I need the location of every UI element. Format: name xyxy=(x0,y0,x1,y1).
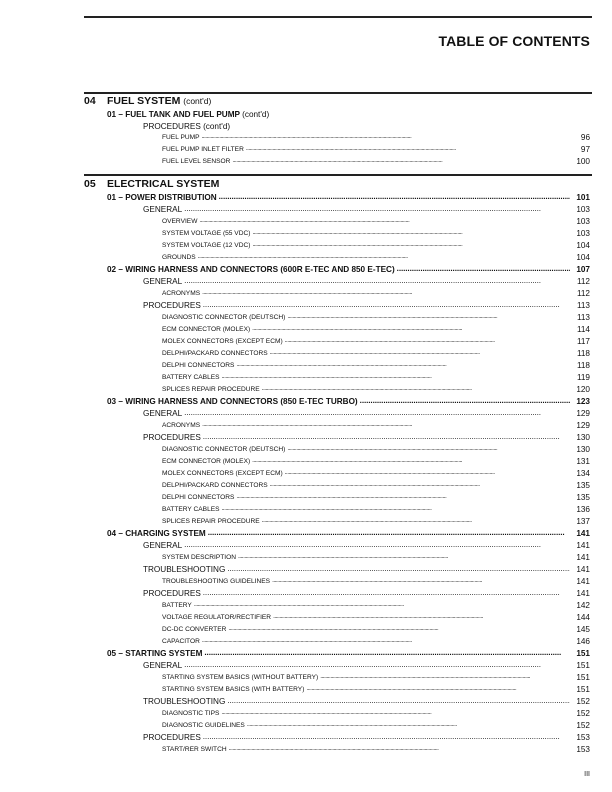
dot-leader xyxy=(262,515,570,527)
dot-leader xyxy=(203,587,570,599)
toc-entry-page: 130 xyxy=(576,445,590,454)
toc-entry-page: 113 xyxy=(576,313,590,322)
toc-entry-label: ACRONYMS xyxy=(162,290,201,297)
dot-leader xyxy=(208,527,570,539)
dot-leader xyxy=(194,599,570,611)
toc-entry-page: 151 xyxy=(576,661,590,670)
dot-leader xyxy=(221,707,570,719)
procedures-cont: (cont'd) xyxy=(203,122,231,131)
dot-leader xyxy=(246,143,570,155)
dot-leader xyxy=(232,155,570,167)
section-number: 05 xyxy=(84,178,96,190)
dot-leader xyxy=(199,215,570,227)
toc-entry-label: GENERAL xyxy=(143,409,183,418)
dot-leader xyxy=(184,539,570,551)
toc-entry-page: 141 xyxy=(576,565,590,574)
dot-leader xyxy=(320,671,570,683)
section-title: ELECTRICAL SYSTEM xyxy=(107,178,220,190)
toc-entry-label: VOLTAGE REGULATOR/RECTIFIER xyxy=(162,614,272,621)
toc-entry-page: 107 xyxy=(576,265,590,274)
dot-leader xyxy=(227,695,570,707)
toc-entry-page: 142 xyxy=(576,601,590,610)
toc-entry-label: OVERVIEW xyxy=(162,218,198,225)
dot-leader xyxy=(202,419,570,431)
dot-leader xyxy=(227,563,570,575)
dot-leader xyxy=(262,383,570,395)
toc-entry-page: 118 xyxy=(576,349,590,358)
dot-leader xyxy=(184,275,570,287)
toc-entry-page: 103 xyxy=(576,217,590,226)
toc-entry-page: 135 xyxy=(576,493,590,502)
toc-entry-label: MOLEX CONNECTORS (EXCEPT ECM) xyxy=(162,470,283,477)
subsection-title: 01 – FUEL TANK AND FUEL PUMP xyxy=(107,110,240,119)
toc-entry-label: SYSTEM VOLTAGE (12 VDC) xyxy=(162,242,251,249)
toc-entry-label: 03 – WIRING HARNESS AND CONNECTORS (850 E-TEC TURBO) xyxy=(107,397,358,406)
toc-entry-page: 130 xyxy=(576,433,590,442)
toc-entry-label: BATTERY CABLES xyxy=(162,374,220,381)
toc-entry-label: GENERAL xyxy=(143,661,183,670)
dot-leader xyxy=(306,683,570,695)
toc-entry-label: PROCEDURES xyxy=(143,589,201,598)
dot-leader xyxy=(202,635,570,647)
toc-entry-label: MOLEX CONNECTORS (EXCEPT ECM) xyxy=(162,338,283,345)
toc-entry-label: STARTING SYSTEM BASICS (WITH BATTERY) xyxy=(162,686,305,693)
section-heading-electrical xyxy=(84,177,219,191)
toc-entry-label: GROUNDS xyxy=(162,254,196,261)
dot-leader xyxy=(198,251,570,263)
section-number: 04 xyxy=(84,95,96,107)
dot-leader xyxy=(204,647,570,659)
toc-entry-page: 114 xyxy=(576,325,590,334)
toc-entry-page: 144 xyxy=(576,613,590,622)
toc-entry-label: PROCEDURES xyxy=(143,433,201,442)
toc-entry-page: 152 xyxy=(576,709,590,718)
dot-leader xyxy=(203,431,570,443)
toc-entry-label: SPLICES REPAIR PROCEDURE xyxy=(162,518,260,525)
dot-leader xyxy=(203,299,570,311)
dot-leader xyxy=(287,311,570,323)
toc-entry-label: FUEL PUMP xyxy=(162,134,200,141)
toc-entry-page: 151 xyxy=(576,685,590,694)
toc-entry-page: 135 xyxy=(576,481,590,490)
toc-entry-page: 151 xyxy=(576,673,590,682)
toc-entry-page: 131 xyxy=(576,457,590,466)
toc-entry-page: 151 xyxy=(576,649,590,658)
toc-entry-page: 129 xyxy=(576,421,590,430)
toc-entry-page: 141 xyxy=(576,577,590,586)
toc-entry-label: 02 – WIRING HARNESS AND CONNECTORS (600R E-TEC AND 850 E-TEC) xyxy=(107,265,395,274)
dot-leader xyxy=(236,359,570,371)
toc-entry[interactable] xyxy=(162,156,590,168)
toc-entry-page: 137 xyxy=(576,517,590,526)
subsection-cont: (cont'd) xyxy=(242,110,270,119)
subsection-heading xyxy=(107,109,269,121)
toc-entry-label: ECM CONNECTOR (MOLEX) xyxy=(162,326,251,333)
toc-entry-label: 05 – STARTING SYSTEM xyxy=(107,649,203,658)
toc-entry-page: 101 xyxy=(576,193,590,202)
page-number: III xyxy=(584,771,590,778)
toc-entry-label: FUEL LEVEL SENSOR xyxy=(162,158,231,165)
toc-entry-label: FUEL PUMP INLET FILTER xyxy=(162,146,244,153)
section-cont: (cont'd) xyxy=(183,96,212,106)
toc-entry-label: GENERAL xyxy=(143,205,183,214)
toc-entry-label: TROUBLESHOOTING xyxy=(143,697,226,706)
dot-leader xyxy=(252,455,570,467)
toc-entry-label: PROCEDURES xyxy=(143,301,201,310)
toc-entry-label: DELPHI/PACKARD CONNECTORS xyxy=(162,482,268,489)
toc-entry-label: 01 – POWER DISTRIBUTION xyxy=(107,193,217,202)
toc-entry-page: 141 xyxy=(576,529,590,538)
dot-leader xyxy=(184,659,570,671)
toc-entry-page: 113 xyxy=(576,301,590,310)
dot-leader xyxy=(202,131,571,143)
page-title: TABLE OF CONTENTS xyxy=(438,33,590,49)
dot-leader xyxy=(252,227,570,239)
dot-leader xyxy=(252,323,570,335)
toc-entry-label: BATTERY CABLES xyxy=(162,506,220,513)
toc-entry-label: CAPACITOR xyxy=(162,638,200,645)
toc-entry-page: 146 xyxy=(576,637,590,646)
toc-entry-label: DELPHI CONNECTORS xyxy=(162,494,235,501)
toc-entry-page: 152 xyxy=(576,721,590,730)
toc-entry-label: DELPHI/PACKARD CONNECTORS xyxy=(162,350,268,357)
toc-entry-label: DIAGNOSTIC TIPS xyxy=(162,710,220,717)
toc-entry-label: DC-DC CONVERTER xyxy=(162,626,227,633)
toc-entry-label: ACRONYMS xyxy=(162,422,201,429)
dot-leader xyxy=(270,479,570,491)
toc-entry-page: 104 xyxy=(576,253,590,262)
toc-entry-page: 141 xyxy=(576,589,590,598)
dot-leader xyxy=(203,731,570,743)
toc-entry-page: 153 xyxy=(576,745,590,754)
toc-entry-page: 104 xyxy=(576,241,590,250)
toc-entry-page: 119 xyxy=(576,373,590,382)
toc-entry-page: 97 xyxy=(580,145,590,154)
toc-entry-label: SYSTEM DESCRIPTION xyxy=(162,554,237,561)
toc-entry-page: 136 xyxy=(576,505,590,514)
toc-entry-page: 117 xyxy=(576,337,590,346)
toc-entry-page: 112 xyxy=(576,277,590,286)
dot-leader xyxy=(360,395,570,407)
toc-entry-label: SPLICES REPAIR PROCEDURE xyxy=(162,386,260,393)
toc-entry-page: 96 xyxy=(580,133,590,142)
toc-entry-page: 112 xyxy=(576,289,590,298)
toc-entry-page: 129 xyxy=(576,409,590,418)
toc-entry-label: TROUBLESHOOTING GUIDELINES xyxy=(162,578,271,585)
dot-leader xyxy=(285,467,570,479)
toc-entry-label: BATTERY xyxy=(162,602,192,609)
toc-entry-page: 123 xyxy=(576,397,590,406)
toc-entry-page: 100 xyxy=(576,157,590,166)
top-rule xyxy=(84,16,592,18)
toc-entry-page: 134 xyxy=(576,469,590,478)
toc-entry-page: 103 xyxy=(576,205,590,214)
dot-leader xyxy=(272,575,570,587)
section-title: FUEL SYSTEM xyxy=(107,95,181,107)
toc-entry-label: DIAGNOSTIC CONNECTOR (DEUTSCH) xyxy=(162,314,286,321)
dot-leader xyxy=(252,239,570,251)
toc-entry[interactable] xyxy=(162,744,590,756)
toc-entry-page: 118 xyxy=(576,361,590,370)
toc-entry-label: STARTING SYSTEM BASICS (WITHOUT BATTERY) xyxy=(162,674,319,681)
dot-leader xyxy=(247,719,570,731)
dot-leader xyxy=(228,623,570,635)
toc-entry-label: GENERAL xyxy=(143,277,183,286)
toc-entry-page: 141 xyxy=(576,553,590,562)
dot-leader xyxy=(184,203,570,215)
dot-leader xyxy=(202,287,570,299)
toc-entry-label: DELPHI CONNECTORS xyxy=(162,362,235,369)
dot-leader xyxy=(273,611,570,623)
toc-entry-page: 141 xyxy=(576,541,590,550)
dot-leader xyxy=(270,347,570,359)
dot-leader xyxy=(236,491,570,503)
toc-entry-page: 120 xyxy=(576,385,590,394)
procedures-title: PROCEDURES xyxy=(143,122,201,131)
dot-leader xyxy=(238,551,570,563)
dot-leader xyxy=(222,371,570,383)
toc-entry-label: PROCEDURES xyxy=(143,733,201,742)
toc-entry-label: DIAGNOSTIC GUIDELINES xyxy=(162,722,245,729)
toc-entry-page: 145 xyxy=(576,625,590,634)
dot-leader xyxy=(287,443,570,455)
toc-entry-page: 152 xyxy=(576,697,590,706)
dot-leader xyxy=(219,191,570,203)
toc-entry-page: 103 xyxy=(576,229,590,238)
dot-leader xyxy=(229,743,570,755)
toc-entry-page: 153 xyxy=(576,733,590,742)
dot-leader xyxy=(285,335,570,347)
toc-entry-label: 04 – CHARGING SYSTEM xyxy=(107,529,206,538)
dot-leader xyxy=(184,407,570,419)
toc-entry-label: SYSTEM VOLTAGE (55 VDC) xyxy=(162,230,251,237)
toc-entry-label: TROUBLESHOOTING xyxy=(143,565,226,574)
section-heading-fuel xyxy=(84,94,211,108)
toc-entry-label: DIAGNOSTIC CONNECTOR (DEUTSCH) xyxy=(162,446,286,453)
section-rule xyxy=(84,174,592,176)
toc-entry-label: START/RER SWITCH xyxy=(162,746,227,753)
dot-leader xyxy=(222,503,570,515)
toc-entry-label: GENERAL xyxy=(143,541,183,550)
dot-leader xyxy=(397,263,570,275)
toc-entry-label: ECM CONNECTOR (MOLEX) xyxy=(162,458,251,465)
